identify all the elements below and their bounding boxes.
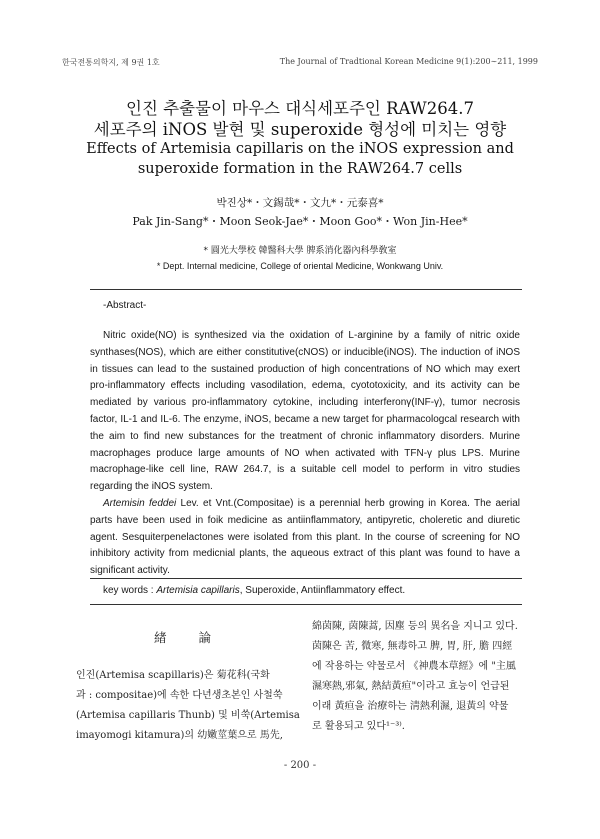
authors-korean: 박진상*・文錫哉*・文九*・元泰喜* — [216, 197, 384, 209]
keywords-line — [103, 585, 405, 596]
affiliation-korean: * 圓光大學校 韓醫科大學 脾系消化器內科學敎室 — [203, 246, 397, 256]
abstract-species-name: Artemisin feddei — [103, 497, 177, 509]
page-number: - 200 - — [283, 760, 317, 771]
abstract-paragraph-2 — [90, 496, 520, 580]
body-left-line: 과 : compositae)에 속한 다년생초본인 사철쑥 — [76, 690, 283, 701]
body-right-line: 에 작용하는 약물로서 《神農本草經》에 "主風 — [312, 661, 516, 672]
title-english-line-1: Effects of Artemisia capillaris on the iNOS expression and — [86, 141, 514, 157]
body-right-line: 綿茵陳, 茵陳蒿, 因塵 등의 異名을 지니고 있다. — [312, 621, 518, 632]
title-korean-line-2: 세포주의 iNOS 발현 및 superoxide 형성에 미치는 영향 — [93, 120, 507, 139]
body-left-line: 인진(Artemisa scapillaris)은 菊花科(국화 — [76, 670, 270, 681]
abstract-body — [90, 328, 520, 580]
affiliation-english: * Dept. Internal medicine, College of oriental Medicine, Wonkwang Univ. — [156, 261, 444, 271]
keywords-species: Artemisia capillaris — [156, 585, 240, 596]
body-right-line: 茵陳은 苦, 微寒, 無毒하고 脾, 胃, 肝, 膽 四經 — [312, 641, 513, 652]
abstract-paragraph-2-text: Lev. et Vnt.(Compositae) is a perennial herb growing in Korea. The aerial parts have been used in foik medicine as antiinflammatory, antipyretic, choleretic and diuretic agent. Sesquiterpenelactones were isolated from this plant. In the course of screening for NO inhibitory activity from medicnial plants, the aqueous extract of this plant was found to have a significant activity. — [90, 497, 520, 577]
body-right-line: 이래 黃疸을 治療하는 淸熱利濕, 退黃의 약물 — [312, 701, 509, 712]
title-english-line-2: superoxide formation in the RAW264.7 cells — [137, 161, 463, 177]
title-korean-line-1: 인진 추출물이 마우스 대식세포주인 RAW264.7 — [126, 99, 474, 118]
section-title: 緖 論 — [154, 630, 213, 645]
body-column-right — [312, 617, 532, 737]
keywords-rest: , Superoxide, Antiinflammatory effect. — [239, 585, 406, 596]
running-header-right: The Journal of Tradtional Korean Medicine 9(1):200∼211, 1999 — [279, 57, 538, 66]
body-left-line: (Artemisa capillaris Thunb) 및 비쑥(Artemisa — [76, 710, 300, 721]
running-header-left: 한국전통의학지, 제 9권 1호 — [62, 58, 160, 67]
keywords-prefix: key words : — [103, 585, 157, 596]
body-right-line: 濕寒熱,邪氣, 熱結黃疸"이라고 효능이 언급된 — [312, 681, 510, 692]
authors-english: Pak Jin-Sang*・Moon Seok-Jae*・Moon Goo*・Won Jin-Hee* — [132, 215, 468, 228]
abstract-label: -Abstract- — [103, 300, 147, 311]
keywords-bottom-rule — [90, 604, 522, 605]
body-right-line: 로 활용되고 있다¹⁻³⁾. — [312, 721, 405, 732]
body-left-line: imayomogi kitamura)의 幼嫩莖葉으로 馬先, — [76, 730, 283, 741]
abstract-top-rule — [90, 289, 522, 290]
body-column-left — [76, 628, 300, 746]
abstract-paragraph-1: Nitric oxide(NO) is synthesized via the oxidation of L-arginine by a family of nitric oxide synthases(NOS), which are either constitutive(cNOS) or inducible(iNOS). The induction of iNOS in tissues can lead to the sustained production of high concentrations of NO which may exert pro-inflammatory effects including vasodilation, edema, cyototoxicity, and its activity can be mediated by various pro-inflammatory cytokine, including interferonγ(INF-γ), tumor necrosis factor, IL-1 and IL-6. The enzyme, iNOS, became a new target for pharmacologcal research with the aim to find new substances for the treatment of chronic inflammatory disorders. Murine macrophages produce large amounts of NO when activated with TFN-γ plus LPS. Murine macrophage-like cell line, RAW 264.7, is a suitable cell model to perform in vitro studies regarding the iNOS system. — [90, 330, 520, 493]
keywords-top-rule — [90, 578, 522, 579]
